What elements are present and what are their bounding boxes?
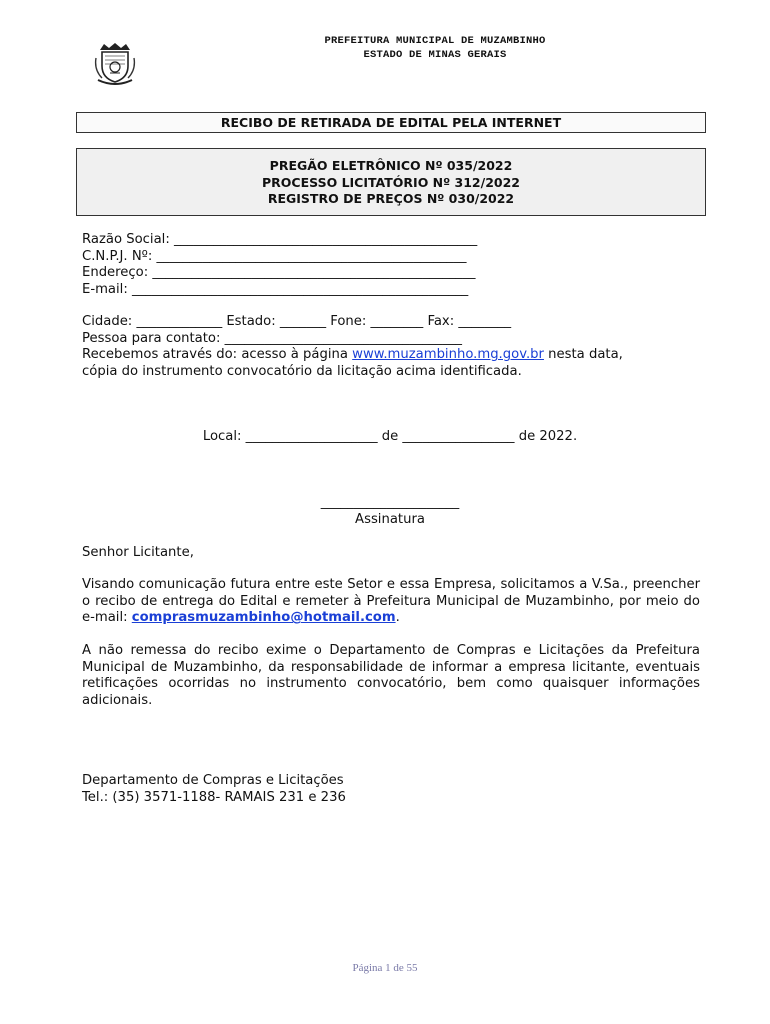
signature-label: Assinatura [355,512,425,527]
recebemos-after: nesta data, [543,347,623,363]
contact-block [82,773,700,806]
processo-line: PROCESSO LICITATÓRIO Nº 312/2022 [262,174,520,190]
email-link[interactable]: comprasmuzambinho@hotmail.com [131,610,396,626]
form-fields [82,232,700,298]
razao-social-field: Razão Social: ______________________________________________ [82,232,478,247]
page-number: Página 1 de 55 [352,962,418,974]
email-field: E-mail: ___________________________________________________ [82,281,469,297]
department-name: Departamento de Compras e Licitações [82,773,344,788]
title-box-text: RECIBO DE RETIRADA DE EDITAL PELA INTERNET [220,115,562,130]
cidade-field: Cidade: _____________ Estado: _______ Fone: ________ Fax: ________ [82,314,512,329]
copia-line: cópia do instrumento convocatório da licitação acima identificada. [82,363,522,379]
website-link[interactable]: www.muzambinho.mg.gov.br [352,347,544,363]
recebemos-line [82,347,700,364]
paragraph-1-end: . [395,610,400,626]
signature-line: _____________________ [320,495,460,510]
header-line-1: PREFEITURA MUNICIPAL DE MUZAMBINHO [324,35,546,47]
form-fields-2 [82,314,700,380]
title-box [76,112,706,133]
paragraph-1-text: Visando comunicação futura entre este Setor e essa Empresa, solicitamos a V.Sa., preencher o recibo de entrega do Edital e remeter à Prefeitura Municipal de Muzambinho, por meio do e-mail: [82,577,700,626]
header-line-2: ESTADO DE MINAS GERAIS [363,49,507,61]
paragraph-1 [82,577,700,627]
pregao-line: PREGÃO ELETRÔNICO Nº 035/2022 [269,158,513,173]
telephone: Tel.: (35) 3571-1188- RAMAIS 231 e 236 [82,789,346,805]
cnpj-field: C.N.P.J. Nº: _______________________________________________ [82,248,467,264]
local-line: Local: ____________________ de _________________ de 2022. [202,429,578,444]
pessoa-contato-field: Pessoa para contato: ____________________________________ [82,330,463,346]
paragraph-2: A não remessa do recibo exime o Departamento de Compras e Licitações da Prefeitura Municipal de Muzambinho, da responsabilidade de informar a empresa licitante, eventuais retificações ocorridas no instrumento convocatório, bem como quaisquer informações adicionais. [82,643,700,708]
recebemos-text: Recebemos através do: acesso à página [82,347,353,363]
info-box [76,148,706,216]
salutation: Senhor Licitante, [82,545,194,560]
endereco-field: Endereço: _________________________________________________ [82,265,476,281]
registro-line: REGISTRO DE PREÇOS Nº 030/2022 [267,191,515,206]
